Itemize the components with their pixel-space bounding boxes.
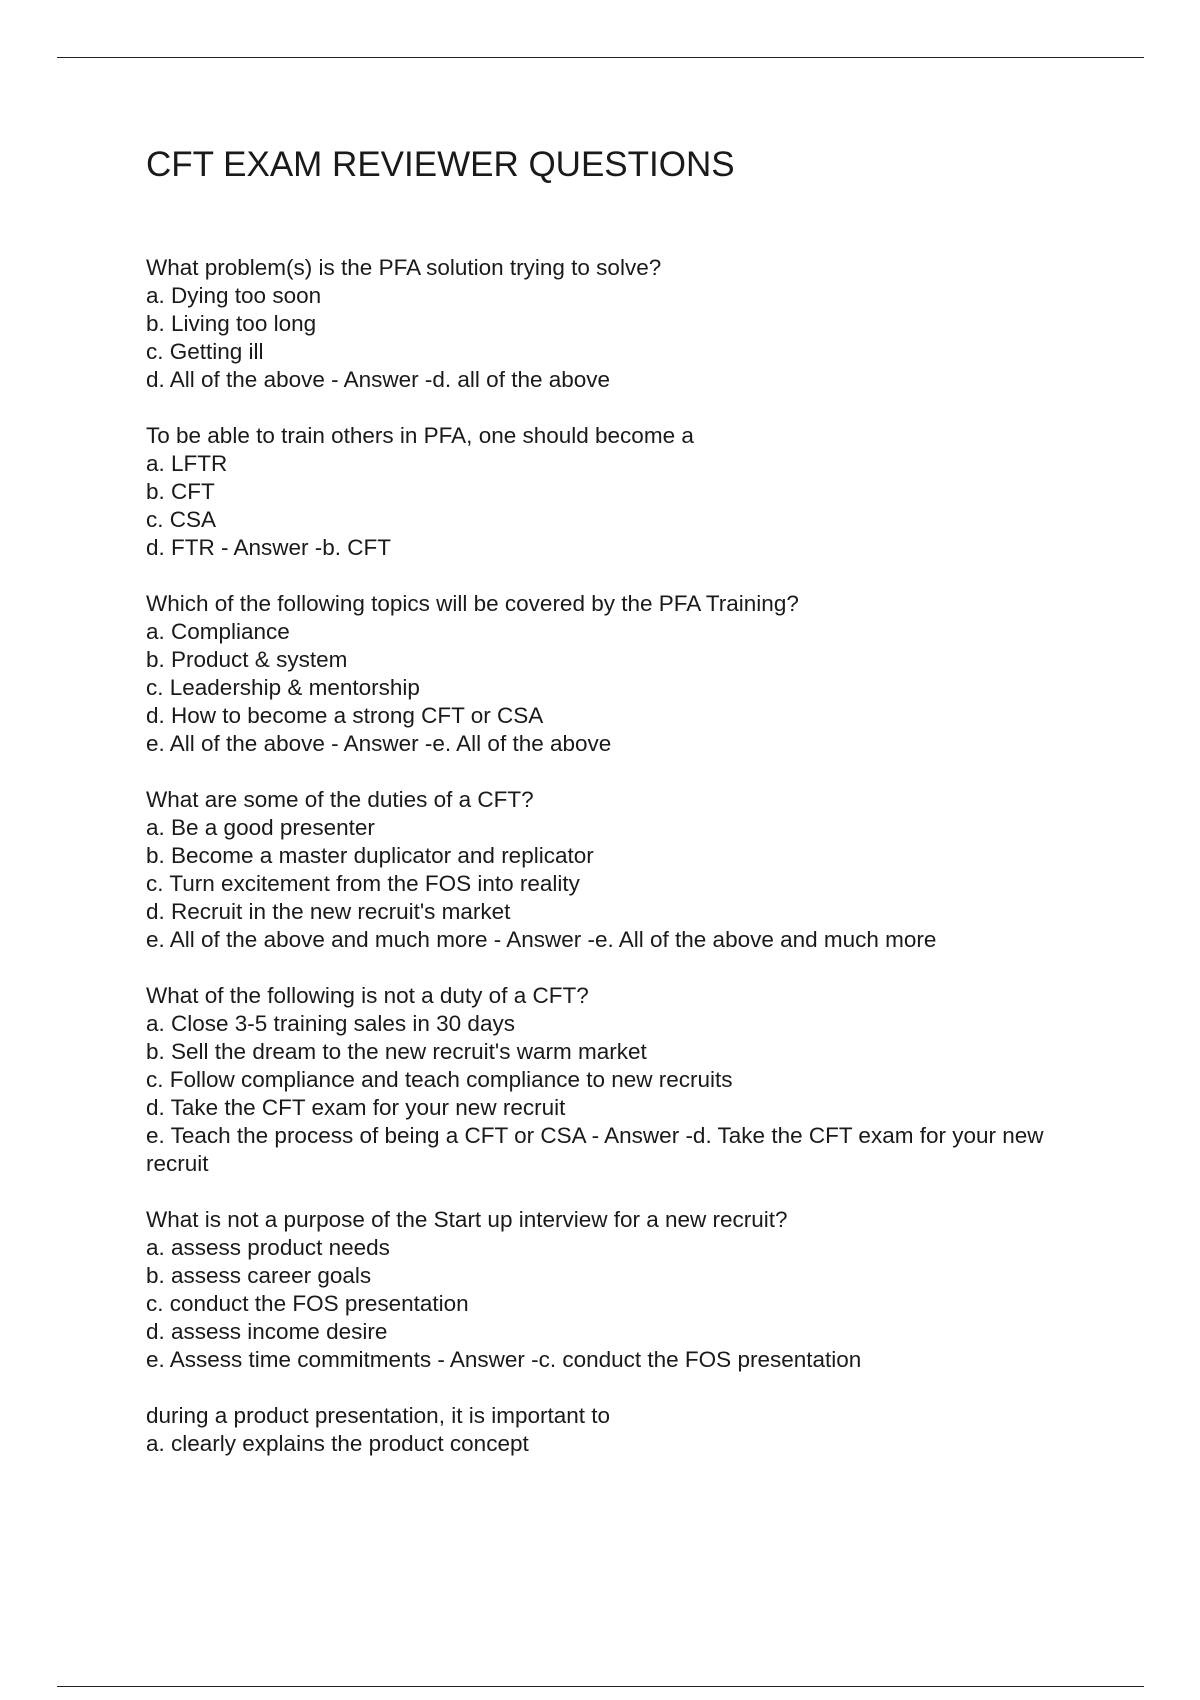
answer-option: e. Teach the process of being a CFT or CSA - Answer -d. Take the CFT exam for your new recruit bbox=[146, 1123, 1044, 1176]
question-block bbox=[146, 422, 1096, 562]
question-text: What of the following is not a duty of a CFT? bbox=[146, 983, 589, 1008]
answer-option: d. FTR - Answer -b. CFT bbox=[146, 535, 392, 560]
question-text: What problem(s) is the PFA solution trying to solve? bbox=[146, 255, 662, 280]
question-block bbox=[146, 590, 1096, 758]
answer-option: a. Be a good presenter bbox=[146, 815, 375, 840]
top-rule bbox=[57, 57, 1144, 58]
answer-option: a. assess product needs bbox=[146, 1235, 390, 1260]
question-text: What is not a purpose of the Start up interview for a new recruit? bbox=[146, 1207, 788, 1232]
question-block bbox=[146, 982, 1096, 1178]
answer-option: d. How to become a strong CFT or CSA bbox=[146, 703, 544, 728]
question-text: What are some of the duties of a CFT? bbox=[146, 787, 534, 812]
answer-option: c. Follow compliance and teach compliance to new recruits bbox=[146, 1067, 733, 1092]
answer-option: c. Leadership & mentorship bbox=[146, 675, 420, 700]
answer-option: c. conduct the FOS presentation bbox=[146, 1291, 469, 1316]
answer-option: d. assess income desire bbox=[146, 1319, 388, 1344]
question-block bbox=[146, 786, 1096, 954]
answer-option: b. Living too long bbox=[146, 311, 317, 336]
question-block bbox=[146, 1402, 1096, 1458]
question-text: Which of the following topics will be covered by the PFA Training? bbox=[146, 591, 799, 616]
answer-option: d. Take the CFT exam for your new recruit bbox=[146, 1095, 566, 1120]
answer-option: a. Dying too soon bbox=[146, 283, 322, 308]
answer-option: c. Getting ill bbox=[146, 339, 264, 364]
question-text: To be able to train others in PFA, one should become a bbox=[146, 423, 694, 448]
page-title: CFT EXAM REVIEWER QUESTIONS bbox=[146, 145, 735, 184]
bottom-rule bbox=[57, 1686, 1144, 1687]
answer-option: a. Compliance bbox=[146, 619, 290, 644]
answer-option: e. All of the above and much more - Answer -e. All of the above and much more bbox=[146, 927, 937, 952]
question-text: during a product presentation, it is important to bbox=[146, 1403, 611, 1428]
answer-option: d. All of the above - Answer -d. all of the above bbox=[146, 367, 611, 392]
answer-option: b. Product & system bbox=[146, 647, 348, 672]
answer-option: b. assess career goals bbox=[146, 1263, 372, 1288]
answer-option: e. Assess time commitments - Answer -c. conduct the FOS presentation bbox=[146, 1347, 862, 1372]
answer-option: d. Recruit in the new recruit's market bbox=[146, 899, 511, 924]
answer-option: b. Become a master duplicator and replicator bbox=[146, 843, 594, 868]
answer-option: e. All of the above - Answer -e. All of the above bbox=[146, 731, 612, 756]
answer-option: a. LFTR bbox=[146, 451, 228, 476]
answer-option: a. Close 3-5 training sales in 30 days bbox=[146, 1011, 515, 1036]
answer-option: a. clearly explains the product concept bbox=[146, 1431, 529, 1456]
answer-option: c. CSA bbox=[146, 507, 217, 532]
answer-option: b. CFT bbox=[146, 479, 215, 504]
answer-option: b. Sell the dream to the new recruit's warm market bbox=[146, 1039, 647, 1064]
document-body bbox=[146, 140, 1096, 1486]
answer-option: c. Turn excitement from the FOS into reality bbox=[146, 871, 580, 896]
question-block bbox=[146, 1206, 1096, 1374]
question-block bbox=[146, 254, 1096, 394]
